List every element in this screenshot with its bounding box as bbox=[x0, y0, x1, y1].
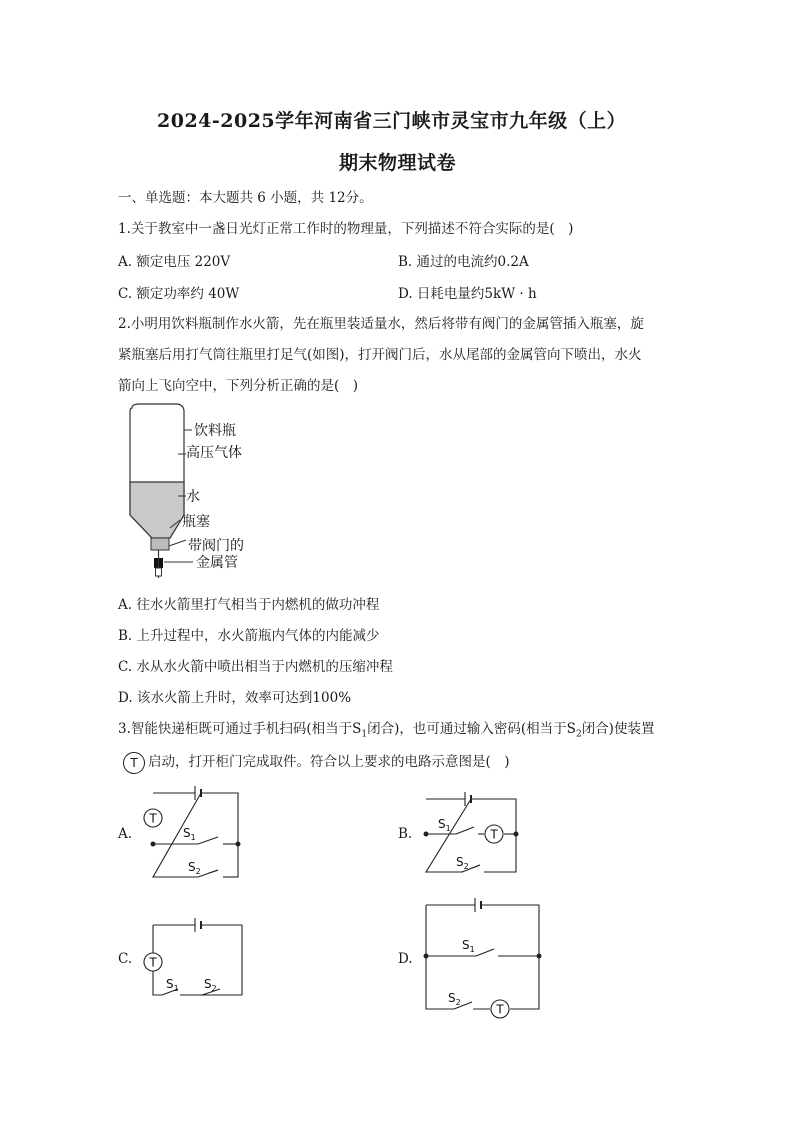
circuit-c bbox=[138, 915, 248, 1000]
label-stopper: 瓶塞 bbox=[182, 514, 210, 530]
label-bottle: 饮料瓶 bbox=[194, 423, 236, 439]
svg-text:S1: $S_1$ bbox=[462, 938, 475, 954]
question-2-stem-line3: 箭向上飞向空中，下列分析正确的是( ) bbox=[118, 378, 359, 394]
svg-text:T: T bbox=[490, 827, 498, 842]
svg-text:T: T bbox=[149, 811, 157, 826]
svg-text:S2: $S_2$ bbox=[188, 860, 201, 876]
q2-option-d: D. 该水火箭上升时，效率可达到100% bbox=[118, 690, 352, 706]
svg-text:S2: $S_2$ bbox=[204, 977, 217, 993]
q3-option-d-label: D. bbox=[398, 951, 413, 967]
q3-option-a-label: A. bbox=[118, 826, 133, 842]
question-2-stem-line2: 紧瓶塞后用打气筒往瓶里打足气(如图)，打开阀门后，水从尾部的金属管向下喷出，水火 bbox=[118, 347, 642, 363]
q2-option-b: B. 上升过程中，水火箭瓶内气体的内能减少 bbox=[118, 628, 380, 644]
svg-text:S1: $S_1$ bbox=[183, 826, 196, 842]
svg-text:S2: $S_2$ bbox=[456, 855, 469, 871]
q1-option-b: B. 通过的电流约0.2A bbox=[398, 254, 529, 270]
circuit-d bbox=[418, 895, 548, 1020]
question-3-stem-line1: 3.智能快递柜既可通过手机扫码(相当于$S_1$闭合)，也可通过输入密码(相当于$S_2$闭合)使装置 bbox=[118, 721, 655, 740]
section-header: 一、单选题：本大题共 6 小题，共 12分。 bbox=[118, 190, 373, 206]
svg-text:T: T bbox=[496, 1002, 504, 1017]
q3-option-b-label: B. bbox=[398, 826, 413, 842]
label-valve-line2: 金属管 bbox=[196, 555, 238, 571]
question-2-stem-line1: 2.小明用饮料瓶制作水火箭，先在瓶里装适量水，然后将带有阀门的金属管插入瓶塞，旋 bbox=[118, 316, 644, 332]
device-t-icon: T bbox=[123, 752, 145, 774]
q1-option-d: D. 日耗电量约5kW · h bbox=[398, 286, 537, 302]
q1-option-a: A. 额定电压 220V bbox=[118, 254, 231, 270]
svg-text:T: T bbox=[149, 955, 157, 970]
circuit-b bbox=[418, 790, 528, 880]
svg-text:S1: $S_1$ bbox=[166, 977, 179, 993]
question-1-stem: 1.关于教室中一盏日光灯正常工作时的物理量，下列描述不符合实际的是( ) bbox=[118, 221, 574, 237]
q2-option-a: A. 往水火箭里打气相当于内燃机的做功冲程 bbox=[118, 597, 380, 613]
q1-option-c: C. 额定功率约 40W bbox=[118, 286, 240, 302]
label-gas: 高压气体 bbox=[186, 445, 242, 461]
q3-option-c-label: C. bbox=[118, 951, 133, 967]
svg-text:S1: $S_1$ bbox=[438, 817, 451, 833]
circuit-a bbox=[138, 785, 248, 885]
page-title: 2024-2025学年河南省三门峡市灵宝市九年级（上） bbox=[157, 110, 627, 132]
label-valve-line1: 带阀门的 bbox=[188, 538, 244, 554]
bottle-stopper bbox=[151, 538, 169, 550]
water-fill bbox=[130, 482, 184, 538]
label-water: 水 bbox=[186, 489, 200, 505]
q2-option-c: C. 水从水火箭中喷出相当于内燃机的压缩冲程 bbox=[118, 659, 393, 675]
water-rocket-figure bbox=[118, 400, 278, 580]
page-subtitle: 期末物理试卷 bbox=[339, 152, 457, 174]
svg-text:S2: $S_2$ bbox=[448, 991, 461, 1007]
question-3-stem-line2: T 启动，打开柜门完成取件。符合以上要求的电路示意图是( ) bbox=[123, 750, 510, 774]
